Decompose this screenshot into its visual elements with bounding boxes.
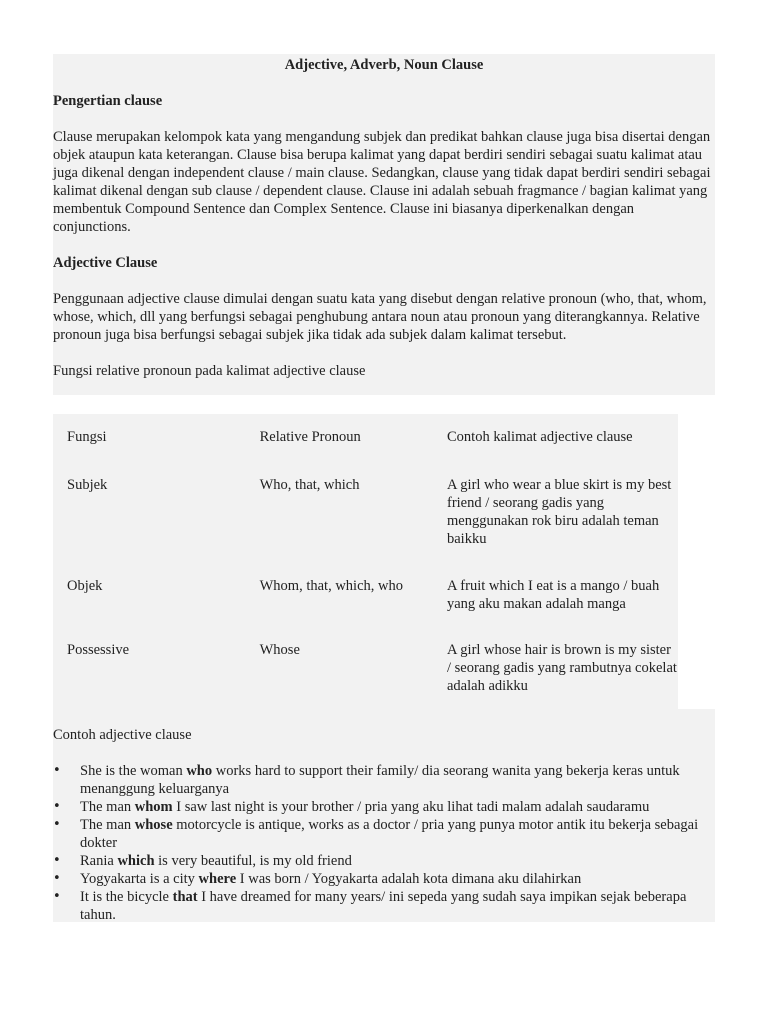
example-text: Yogyakarta is a city bbox=[80, 871, 199, 887]
example-text: I was born / Yogyakarta adalah kota dimana aku dilahirkan bbox=[236, 871, 582, 887]
table-cell: Subjek bbox=[67, 477, 108, 493]
bullet-icon: • bbox=[53, 817, 61, 832]
example-text: works hard to support their family/ dia seorang wanita yang bekerja keras untuk menanggung keluarganya bbox=[80, 763, 680, 797]
adjective-clause-paragraph: Penggunaan adjective clause dimulai dengan suatu kata yang disebut dengan relative pronoun (who, that, whom, whose, which, dll yang berfungsi sebagai penghubung antara noun atau pronoun yang diterangkannya. Relative pronoun juga bisa berfungsi sebagai subjek jika tidak ada subjek dalam kalimat tersebut. bbox=[53, 291, 707, 343]
table-cell: Possessive bbox=[67, 642, 130, 658]
table-header-cell: Fungsi bbox=[67, 429, 107, 445]
example-text: I have dreamed for many years/ ini sepeda yang sudah saya impikan sejak beberapa tahun. bbox=[80, 889, 687, 923]
table-cell: A girl whose hair is brown is my sister / seorang gadis yang rambutnya cokelat adalah adikku bbox=[447, 642, 677, 694]
table-cell: Whose bbox=[259, 642, 300, 658]
bullet-icon: • bbox=[53, 889, 61, 904]
bullet-icon: • bbox=[53, 853, 61, 868]
relative-pronoun: who bbox=[186, 763, 213, 779]
table-row bbox=[53, 476, 678, 577]
table-cell: Objek bbox=[67, 578, 103, 594]
examples-heading: Contoh adjective clause bbox=[53, 727, 192, 743]
example-text: The man bbox=[80, 799, 135, 815]
table-header-cell: Contoh kalimat adjective clause bbox=[447, 429, 633, 445]
list-item bbox=[53, 870, 715, 888]
list-item bbox=[53, 888, 715, 924]
table-header-cell: Relative Pronoun bbox=[259, 429, 361, 445]
table-row bbox=[53, 577, 678, 641]
relative-pronoun: whose bbox=[134, 817, 173, 833]
document-title: Adjective, Adverb, Noun Clause bbox=[284, 57, 484, 73]
list-item bbox=[53, 762, 715, 798]
list-item bbox=[53, 798, 715, 816]
relative-pronoun: whom bbox=[134, 799, 173, 815]
pengertian-paragraph: Clause merupakan kelompok kata yang mengandung subjek dan predikat bahkan clause juga bisa disertai dengan objek ataupun kata keterangan. Clause bisa berupa kalimat yang dapat berdiri sendiri sebagai suatu kalimat atau juga dikenal dengan independent clause / main clause. Sedangkan, clause yang tidak dapat berdiri sendiri sebagai kalimat dikenal dengan sub clause / dependent clause. Clause ini adalah sebuah fragmance / bagian kalimat yang membentuk Compound Sentence dan Complex Sentence. Clause ini biasanya diperkenalkan dengan conjunctions. bbox=[53, 129, 711, 235]
table-header-row bbox=[53, 414, 678, 476]
relative-pronoun: which bbox=[117, 853, 155, 869]
examples-section bbox=[53, 709, 715, 922]
example-text: motorcycle is antique, works as a doctor / pria yang punya motor antik itu bekerja sebagai dokter bbox=[80, 817, 699, 851]
table-cell: Whom, that, which, who bbox=[259, 578, 403, 594]
relative-pronoun: that bbox=[172, 889, 198, 905]
table-intro: Fungsi relative pronoun pada kalimat adjective clause bbox=[53, 363, 366, 379]
example-text: is very beautiful, is my old friend bbox=[154, 853, 352, 869]
table-cell: A girl who wear a blue skirt is my best friend / seorang gadis yang menggunakan rok biru adalah teman baikku bbox=[447, 477, 672, 547]
list-item bbox=[53, 852, 715, 870]
relative-pronoun-table bbox=[53, 414, 678, 707]
example-text: The man bbox=[80, 817, 135, 833]
relative-pronoun: where bbox=[198, 871, 237, 887]
relative-pronoun-table-container bbox=[53, 414, 678, 709]
examples-list bbox=[53, 762, 715, 924]
intro-section bbox=[53, 54, 715, 395]
table-cell: A fruit which I eat is a mango / buah yang aku makan adalah manga bbox=[447, 578, 660, 612]
adjective-clause-heading: Adjective Clause bbox=[53, 255, 158, 271]
table-row bbox=[53, 641, 678, 707]
list-item bbox=[53, 816, 715, 852]
bullet-icon: • bbox=[53, 799, 61, 814]
example-text: I saw last night is your brother / pria yang aku lihat tadi malam adalah saudaramu bbox=[172, 799, 650, 815]
example-text: Rania bbox=[80, 853, 118, 869]
example-text: She is the woman bbox=[80, 763, 187, 779]
table-cell: Who, that, which bbox=[259, 477, 360, 493]
pengertian-heading: Pengertian clause bbox=[53, 93, 163, 109]
example-text: It is the bicycle bbox=[80, 889, 173, 905]
bullet-icon: • bbox=[53, 871, 61, 886]
bullet-icon: • bbox=[53, 763, 61, 778]
